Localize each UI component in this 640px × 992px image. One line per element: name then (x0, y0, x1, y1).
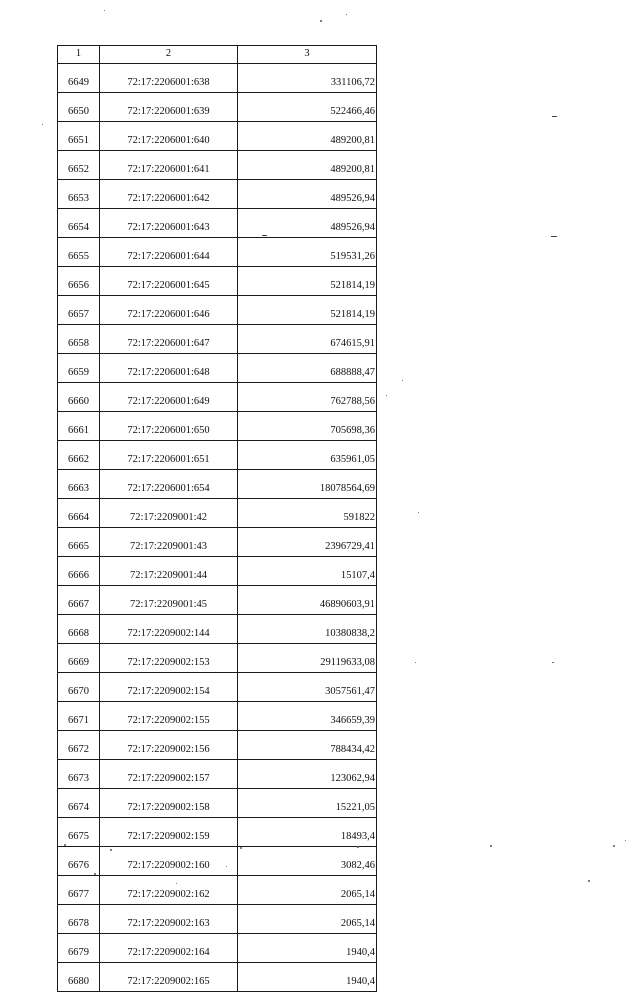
cadastral-value-cell: 2396729,41 (238, 528, 377, 557)
cadastral-number-cell: 72:17:2209002:144 (100, 615, 238, 644)
row-number-cell: 6675 (58, 818, 100, 847)
row-number-cell: 6670 (58, 673, 100, 702)
row-number-cell: 6665 (58, 528, 100, 557)
row-number-cell: 6651 (58, 122, 100, 151)
table-row (58, 615, 377, 644)
table-row (58, 760, 377, 789)
cadastral-value-cell: 522466,46 (238, 93, 377, 122)
cadastral-number-cell: 72:17:2209002:159 (100, 818, 238, 847)
row-number-cell: 6650 (58, 93, 100, 122)
cadastral-number-cell: 72:17:2206001:639 (100, 93, 238, 122)
row-number-cell: 6652 (58, 151, 100, 180)
row-number-cell: 6676 (58, 847, 100, 876)
cadastral-value-cell: 688888,47 (238, 354, 377, 383)
cadastral-value-cell: 521814,19 (238, 267, 377, 296)
scan-speck (110, 849, 112, 851)
row-number-cell: 6667 (58, 586, 100, 615)
table-row (58, 702, 377, 731)
table-row (58, 818, 377, 847)
table-row (58, 325, 377, 354)
cadastral-value-cell: 788434,42 (238, 731, 377, 760)
cadastral-number-cell: 72:17:2206001:643 (100, 209, 238, 238)
row-number-cell: 6672 (58, 731, 100, 760)
cadastral-number-cell: 72:17:2209002:165 (100, 963, 238, 992)
column-header-2: 2 (100, 46, 238, 64)
cadastral-value-cell: 15107,4 (238, 557, 377, 586)
table-row (58, 876, 377, 905)
row-number-cell: 6658 (58, 325, 100, 354)
scan-speck (176, 883, 177, 884)
scan-speck (64, 844, 66, 846)
cadastral-value-cell: 489200,81 (238, 122, 377, 151)
cadastral-number-cell: 72:17:2206001:640 (100, 122, 238, 151)
header-row (58, 46, 377, 64)
cadastral-number-cell: 72:17:2209002:162 (100, 876, 238, 905)
scan-mark (262, 235, 267, 236)
cadastral-value-cell: 591822 (238, 499, 377, 528)
cadastral-number-cell: 72:17:2209001:43 (100, 528, 238, 557)
cadastral-value-cell: 3057561,47 (238, 673, 377, 702)
row-number-cell: 6660 (58, 383, 100, 412)
cadastral-value-cell: 1940,4 (238, 963, 377, 992)
row-number-cell: 6678 (58, 905, 100, 934)
cadastral-number-cell: 72:17:2209002:160 (100, 847, 238, 876)
table-row (58, 441, 377, 470)
row-number-cell: 6657 (58, 296, 100, 325)
table-row (58, 528, 377, 557)
table-row (58, 64, 377, 93)
row-number-cell: 6649 (58, 64, 100, 93)
row-number-cell: 6674 (58, 789, 100, 818)
column-header-3: 3 (238, 46, 377, 64)
scan-speck (418, 512, 419, 513)
cadastral-number-cell: 72:17:2206001:641 (100, 151, 238, 180)
row-number-cell: 6673 (58, 760, 100, 789)
scan-speck (386, 395, 387, 396)
cadastral-number-cell: 72:17:2209002:153 (100, 644, 238, 673)
cadastral-value-cell: 18493,4 (238, 818, 377, 847)
cadastral-value-cell: 762788,56 (238, 383, 377, 412)
scan-speck (357, 846, 359, 848)
cadastral-number-cell: 72:17:2206001:650 (100, 412, 238, 441)
table-row (58, 905, 377, 934)
row-number-cell: 6654 (58, 209, 100, 238)
cadastral-number-cell: 72:17:2209002:163 (100, 905, 238, 934)
row-number-cell: 6663 (58, 470, 100, 499)
scan-speck (240, 847, 242, 849)
cadastral-value-cell: 3082,46 (238, 847, 377, 876)
cadastral-number-cell: 72:17:2209002:157 (100, 760, 238, 789)
scan-speck (552, 662, 554, 663)
table-row (58, 499, 377, 528)
table-row (58, 267, 377, 296)
row-number-cell: 6669 (58, 644, 100, 673)
cadastral-number-cell: 72:17:2206001:654 (100, 470, 238, 499)
column-header-1: 1 (58, 46, 100, 64)
row-number-cell: 6677 (58, 876, 100, 905)
row-number-cell: 6653 (58, 180, 100, 209)
cadastral-value-cell: 521814,19 (238, 296, 377, 325)
cadastral-value-table (57, 45, 377, 992)
table-row (58, 847, 377, 876)
cadastral-number-cell: 72:17:2209002:164 (100, 934, 238, 963)
cadastral-number-cell: 72:17:2206001:649 (100, 383, 238, 412)
cadastral-value-cell: 29119633,08 (238, 644, 377, 673)
row-number-cell: 6679 (58, 934, 100, 963)
scan-speck (94, 873, 96, 875)
cadastral-value-cell: 2065,14 (238, 905, 377, 934)
table-row (58, 557, 377, 586)
table-row (58, 673, 377, 702)
row-number-cell: 6668 (58, 615, 100, 644)
table-row (58, 412, 377, 441)
cadastral-number-cell: 72:17:2209002:155 (100, 702, 238, 731)
cadastral-number-cell: 72:17:2209001:44 (100, 557, 238, 586)
table-row (58, 122, 377, 151)
table-row (58, 238, 377, 267)
scan-speck (490, 845, 492, 847)
cadastral-number-cell: 72:17:2209001:45 (100, 586, 238, 615)
cadastral-value-cell: 346659,39 (238, 702, 377, 731)
scan-speck (346, 14, 347, 15)
cadastral-number-cell: 72:17:2206001:646 (100, 296, 238, 325)
row-number-cell: 6671 (58, 702, 100, 731)
table-row (58, 934, 377, 963)
cadastral-number-cell: 72:17:2206001:651 (100, 441, 238, 470)
table-row (58, 296, 377, 325)
row-number-cell: 6666 (58, 557, 100, 586)
table-row (58, 151, 377, 180)
cadastral-value-cell: 635961,05 (238, 441, 377, 470)
cadastral-value-cell: 705698,36 (238, 412, 377, 441)
cadastral-number-cell: 72:17:2209002:156 (100, 731, 238, 760)
row-number-cell: 6659 (58, 354, 100, 383)
scan-speck (104, 10, 105, 11)
scan-speck (415, 662, 416, 663)
cadastral-number-cell: 72:17:2206001:638 (100, 64, 238, 93)
scan-speck (588, 880, 590, 882)
table-row (58, 180, 377, 209)
cadastral-value-cell: 123062,94 (238, 760, 377, 789)
cadastral-number-cell: 72:17:2206001:645 (100, 267, 238, 296)
scan-speck (613, 845, 615, 847)
cadastral-number-cell: 72:17:2206001:648 (100, 354, 238, 383)
table-row (58, 93, 377, 122)
cadastral-value-cell: 674615,91 (238, 325, 377, 354)
scan-mark (552, 116, 557, 117)
cadastral-value-cell: 10380838,2 (238, 615, 377, 644)
scan-speck (320, 20, 322, 22)
table-body (58, 64, 377, 992)
table-row (58, 731, 377, 760)
table-row (58, 354, 377, 383)
row-number-cell: 6662 (58, 441, 100, 470)
scan-speck (226, 866, 227, 867)
cadastral-number-cell: 72:17:2206001:644 (100, 238, 238, 267)
cadastral-number-cell: 72:17:2206001:647 (100, 325, 238, 354)
cadastral-number-cell: 72:17:2209002:154 (100, 673, 238, 702)
scan-speck (42, 124, 43, 125)
row-number-cell: 6655 (58, 238, 100, 267)
row-number-cell: 6680 (58, 963, 100, 992)
cadastral-number-cell: 72:17:2209002:158 (100, 789, 238, 818)
cadastral-value-cell: 2065,14 (238, 876, 377, 905)
table-header (58, 46, 377, 64)
table-row (58, 383, 377, 412)
table-row (58, 209, 377, 238)
table-row (58, 789, 377, 818)
table-row (58, 644, 377, 673)
cadastral-value-cell: 15221,05 (238, 789, 377, 818)
cadastral-value-cell: 489526,94 (238, 209, 377, 238)
cadastral-value-cell: 331106,72 (238, 64, 377, 93)
row-number-cell: 6656 (58, 267, 100, 296)
cadastral-value-cell: 1940,4 (238, 934, 377, 963)
cadastral-value-cell: 519531,26 (238, 238, 377, 267)
scan-speck (402, 380, 403, 381)
cadastral-number-cell: 72:17:2206001:642 (100, 180, 238, 209)
cadastral-value-cell: 489526,94 (238, 180, 377, 209)
cadastral-number-cell: 72:17:2209001:42 (100, 499, 238, 528)
cadastral-value-cell: 46890603,91 (238, 586, 377, 615)
row-number-cell: 6664 (58, 499, 100, 528)
table-row (58, 963, 377, 992)
scan-mark (551, 236, 557, 237)
scan-speck (625, 840, 626, 841)
cadastral-value-cell: 18078564,69 (238, 470, 377, 499)
table-row (58, 470, 377, 499)
table-row (58, 586, 377, 615)
cadastral-value-cell: 489200,81 (238, 151, 377, 180)
row-number-cell: 6661 (58, 412, 100, 441)
